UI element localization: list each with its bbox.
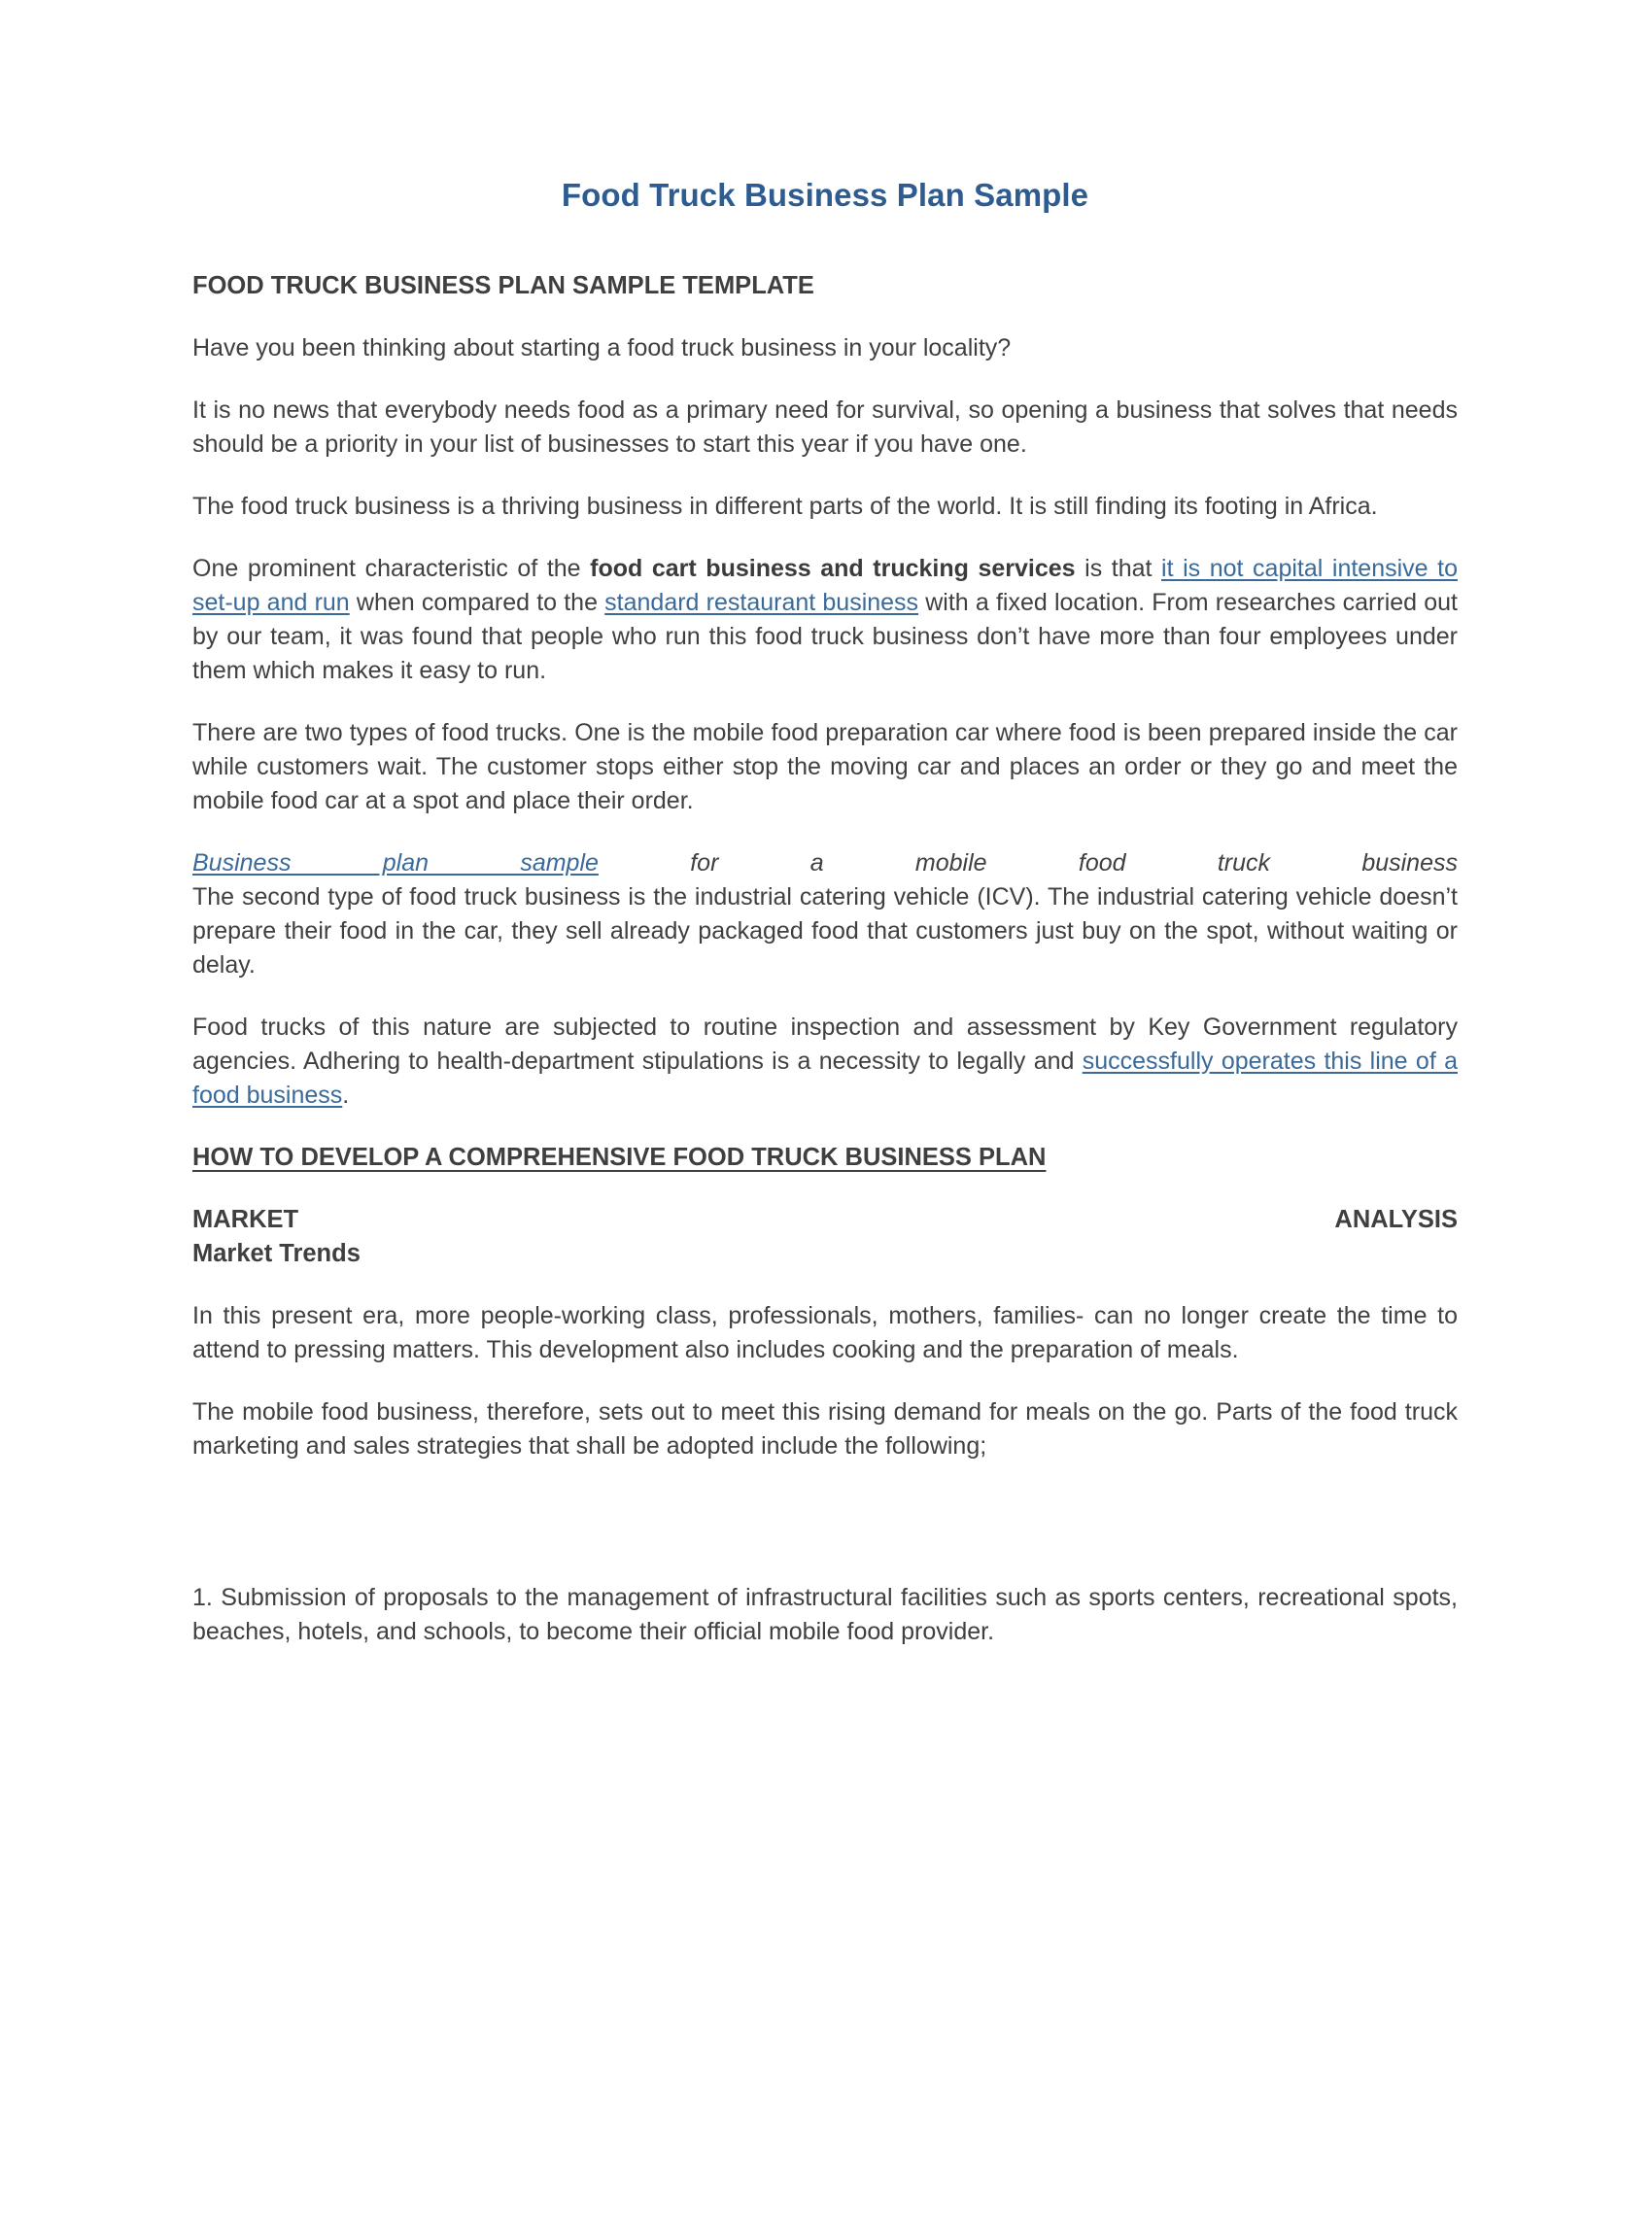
- link-business-plan-sample[interactable]: Business plan sample: [192, 848, 599, 877]
- list-item-1-proposals: 1. Submission of proposals to the management of infrastructural facilities such as sports centers, recreational spots, beaches, hotels, and schools, to become their official mobile food provider.: [192, 1583, 1458, 1645]
- paragraph-intro-question: Have you been thinking about starting a food truck business in your locality?: [192, 333, 1012, 361]
- link-standard-restaurant-business[interactable]: standard restaurant business: [604, 588, 919, 616]
- link-capital-intensive[interactable]: it is not capital intensive to set-up and run: [192, 554, 1458, 616]
- icv-body-text: The second type of food truck business is the industrial catering vehicle (ICV). The industrial catering vehicle doesn’t prepare their food in the car, they sell already packaged food that customers just buy on the spot, without waiting or delay.: [192, 882, 1458, 979]
- text-mid-1: is that: [1075, 554, 1162, 582]
- paragraph-icv: [192, 846, 1458, 982]
- inspection-tail: .: [342, 1081, 350, 1109]
- bold-food-cart-business: food cart business and trucking services: [590, 554, 1076, 582]
- paragraph-mobile-food-business: The mobile food business, therefore, sets out to meet this rising demand for meals on the go. Parts of the food truck marketing and sales strategies that shall be adopted include the following;: [192, 1397, 1458, 1460]
- paragraph-two-types: There are two types of food trucks. One is the mobile food preparation car where food is been prepared inside the car while customers wait. The customer stops either stop the moving car and places an order or they go and meet the mobile food car at a spot and place their order.: [192, 718, 1458, 814]
- section-heading-template: FOOD TRUCK BUSINESS PLAN SAMPLE TEMPLATE: [192, 272, 814, 300]
- text-tail: with a fixed location. From researches carried out by our team, it was found that people who run this food truck business don’t have more than four employees under them which makes it easy to run.: [192, 588, 1458, 684]
- inspection-lead: Food trucks of this nature are subjected to routine inspection and assessment by Key Government regulatory agencies. Adhering to health-department stipulations is a necessity to legally and: [192, 1013, 1458, 1075]
- text-lead: One prominent characteristic of the: [192, 554, 591, 582]
- italic-mobile-food-truck-business: for a mobile food truck business: [598, 848, 1458, 877]
- icv-italic-line: [192, 846, 1458, 880]
- label-market: MARKET: [192, 1206, 299, 1234]
- subheading-market-trends: Market Trends: [192, 1239, 361, 1267]
- paragraph-inspection: [192, 1011, 1458, 1113]
- paragraph-thriving-business: The food truck business is a thriving business in different parts of the world. It is still finding its footing in Africa.: [192, 492, 1378, 520]
- spacer-before-list: [192, 1492, 1458, 1581]
- page-title: Food Truck Business Plan Sample: [561, 177, 1089, 213]
- paragraph-present-era: In this present era, more people-working class, professionals, mothers, families- can no longer create the time to attend to pressing matters. This development also includes cooking and the preparation of meals.: [192, 1301, 1458, 1363]
- link-successfully-operates[interactable]: successfully operates this line of a food business: [192, 1047, 1458, 1109]
- paragraph-characteristic: [192, 552, 1458, 688]
- market-analysis-line: [192, 1203, 1458, 1236]
- paragraph-primary-need: It is no news that everybody needs food as a primary need for survival, so opening a business that solves that needs should be a priority in your list of businesses to start this year if you have one.: [192, 395, 1458, 458]
- label-analysis: ANALYSIS: [1334, 1206, 1458, 1234]
- section-heading-how-to-develop: HOW TO DEVELOP A COMPREHENSIVE FOOD TRUCK BUSINESS PLAN: [192, 1143, 1047, 1171]
- document-content: [192, 175, 1458, 1649]
- text-mid-2: when compared to the: [349, 588, 605, 616]
